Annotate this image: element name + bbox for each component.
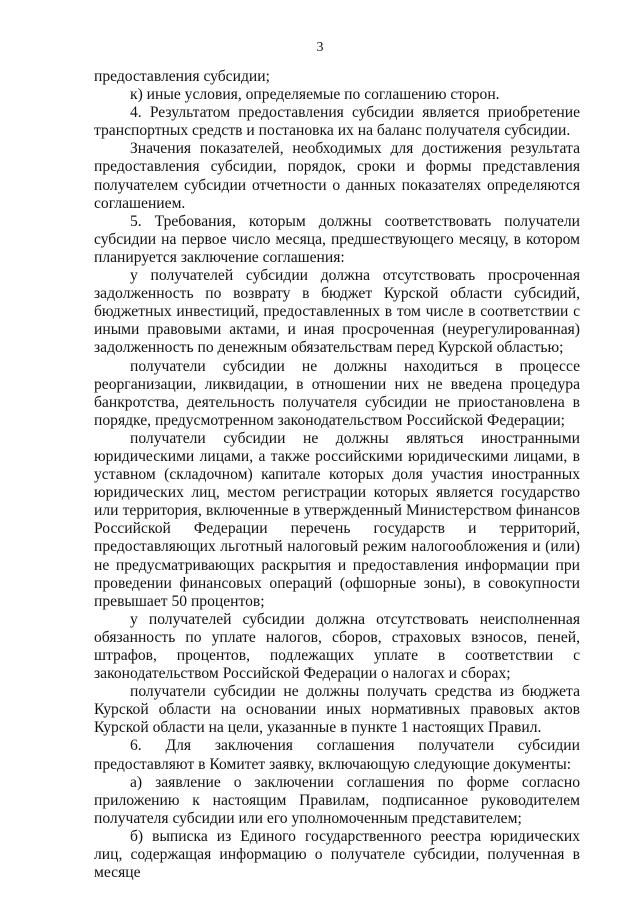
paragraph-section-5: 5. Требования, которым должны соответствовать получатели субсидии на первое число месяца, предшествующего месяцу, в котором планируется заключение соглашения:: [94, 212, 580, 266]
paragraph-requirement-reorganization: получатели субсидии не должны находиться в процессе реорганизации, ликвидации, в отношении них не введена процедура банкротства, деятельность получателя субсидии не приостановлена в порядке, предусмотренном законодательством Российской Федерации;: [94, 357, 580, 429]
paragraph-item-k: к) иные условия, определяемые по соглашению сторон.: [130, 86, 500, 104]
document-body: [94, 68, 580, 882]
page-number: 3: [316, 40, 324, 55]
paragraph-item-b: б) выписка из Единого государственного реестра юридических лиц, содержащая информацию о получателе субсидии, полученная в месяце: [94, 827, 580, 882]
paragraph-item-a: а) заявление о заключении соглашения по форме согласно приложению к настоящим Правилам, подписанное руководителем получателя субсидии или его уполномоченным представителем;: [94, 773, 580, 827]
paragraph-requirement-debt: у получателей субсидии должна отсутствовать просроченная задолженность по возврату в бюджет Курской области субсидий, бюджетных инвестиций, предоставленных в том числе в соответствии с иными правовыми актами, и иная просроченная (неурегулированная) задолженность по денежным обязательствам перед Курской областью;: [94, 267, 580, 357]
paragraph-section-6: 6. Для заключения соглашения получатели субсидии предоставляют в Комитет заявку, включающую следующие документы:: [94, 737, 580, 773]
paragraph-requirement-taxes: у получателей субсидии должна отсутствовать неисполненная обязанность по уплате налогов, сборов, страховых взносов, пеней, штрафов, процентов, подлежащих уплате в соответствии с законодательством Российской Федерации о налогах и сборах;: [94, 610, 580, 683]
paragraph-requirement-foreign: получатели субсидии не должны являться иностранными юридическими лицами, а также российскими юридическими лицами, в уставном (складочном) капитале которых доля участия иностранных юридических лиц, местом регистрации которых является государство или территория, включенные в утвержденный Министерством финансов Российской Федерации перечень государств и территорий, предоставляющих льготный налоговый режим налогообложения и (или) не предусматривающих раскрытия и предоставления информации при проведении финансовых операций (офшорные зоны), в совокупности превышает 50 процентов;: [94, 429, 580, 610]
paragraph-continuation: предоставления субсидии;: [94, 68, 270, 85]
paragraph-indicators: Значения показателей, необходимых для достижения результата предоставления субсидии, порядок, сроки и формы представления получателем субсидии отчетности о данных показателях определяются соглашением.: [94, 140, 580, 212]
paragraph-section-4: 4. Результатом предоставления субсидии является приобретение транспортных средств и постановка их на баланс получателя субсидии.: [94, 104, 580, 140]
paragraph-requirement-funds: получатели субсидии не должны получать средства из бюджета Курской области на основании иных нормативных правовых актов Курской области на цели, указанные в пункте 1 настоящих Правил.: [94, 683, 580, 737]
